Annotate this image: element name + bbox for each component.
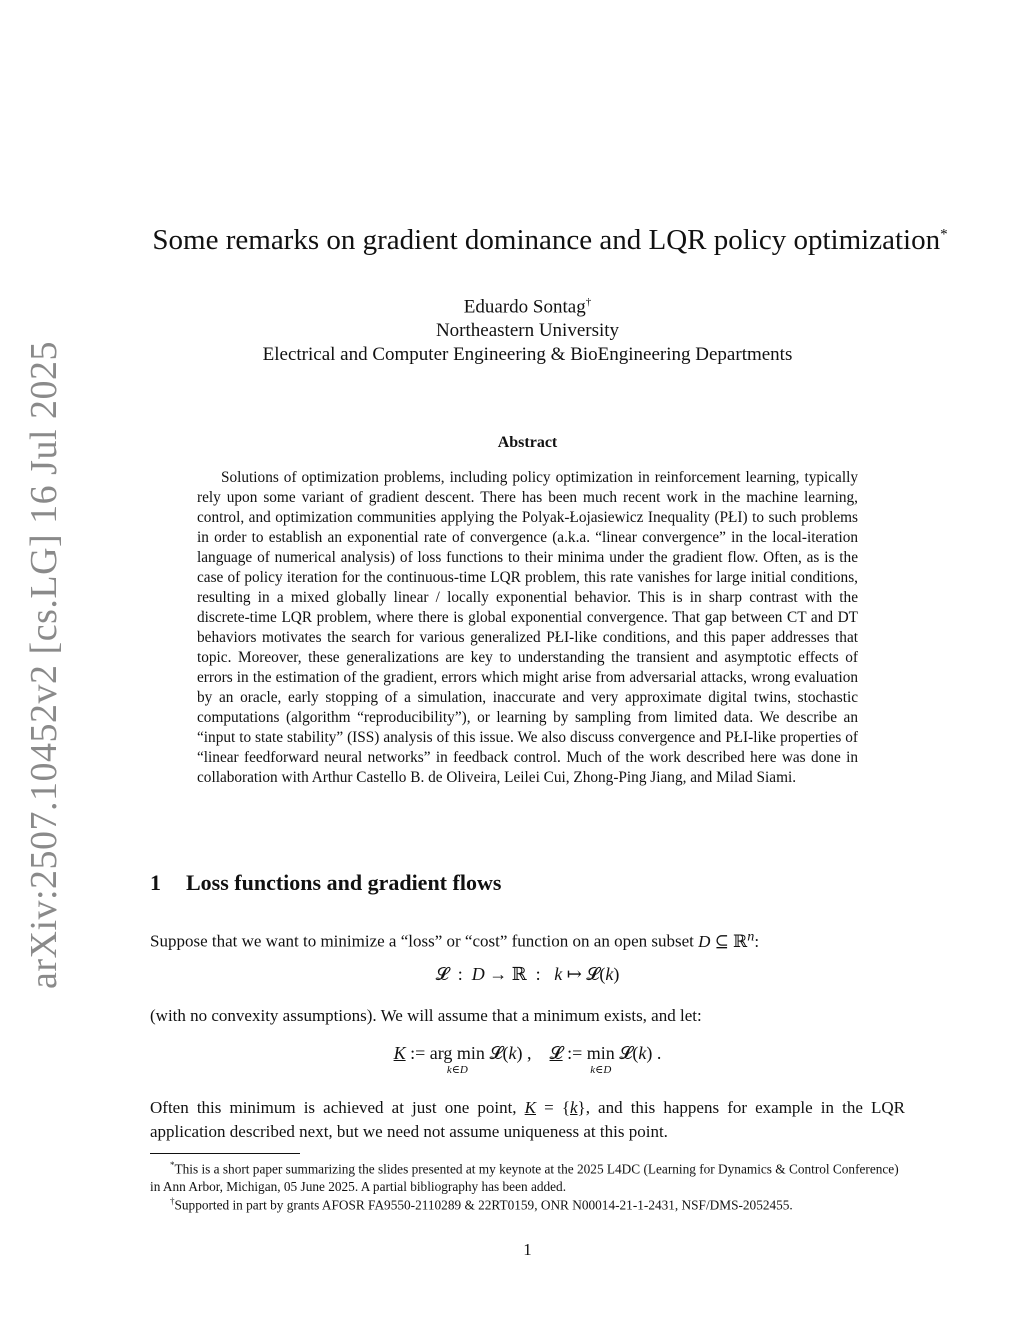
- section-number: 1: [150, 870, 161, 895]
- section-title: Loss functions and gradient flows: [186, 870, 502, 895]
- paper-title: Some remarks on gradient dominance and LQR policy optimization*: [152, 224, 948, 256]
- abstract-heading: Abstract: [497, 434, 558, 451]
- footnote-2: †Supported in part by grants AFOSR FA9550-2110289 & 22RT0159, ONR N00014-21-1-2431, NSF/DMS-2052455.: [170, 1196, 793, 1213]
- abstract-body: [197, 468, 858, 788]
- abstract-text: Solutions of optimization problems, including policy optimization in reinforcement learning, typically rely upon some variant of gradient descent. There has been much recent work in the machine learning, control, and optimization communities applying the Polyak-Łojasiewicz Inequality (PŁI) to such problems in order to establish an exponential rate of convergence (a.k.a. “linear convergence” in the local-iteration language of numerical analysis) of loss functions to their minima under the gradient flow. Often, as is the case of policy iteration for the continuous-time LQR problem, this rate vanishes for large initial conditions, resulting in a mixed globally linear / locally exponential behavior. This is in sharp contrast with the discrete-time LQR problem, where there is global exponential convergence. That gap between CT and DT behaviors motivates the search for various generalized PŁI-like conditions, and this paper addresses that topic. Moreover, these generalizations are key to understanding the transient and asymptotic effects of errors in the estimation of the gradient, errors which might arise from adversarial attacks, wrong evaluation by an oracle, early stopping of a simulation, inaccurate and very approximate digital twins, stochastic computations (algorithm “reproducibility”), or learning by sampling from limited data. We describe an “input to state stability” (ISS) analysis of this issue. We also discuss convergence and PŁI-like properties of “linear feedforward neural networks” in feedback control. Much of the work described here was done in collaboration with Arthur Castello B. de Oliveira, Leilei Cui, Zhong-Ping Jiang, and Milad Siami.: [197, 469, 858, 786]
- arxiv-sidebar: [0, 340, 86, 990]
- section-heading: [150, 870, 501, 896]
- formula-unique-point: K = {k}: [524, 1098, 586, 1117]
- paragraph-loss: Suppose that we want to minimize a “loss” or “cost” function on an open subset D ⊆ ℝ$^n$:: [150, 928, 760, 951]
- title-footnote-mark: *: [940, 226, 948, 243]
- footnote-divider: [150, 1153, 300, 1154]
- paragraph-uniqueness: Often this minimum is achieved at just one point, K = {k}, and this happens for example in the LQR application described next, but we need not assume uniqueness at this point.: [150, 1098, 906, 1141]
- author-affiliation: Northeastern University: [435, 320, 620, 342]
- author-department: Electrical and Computer Engineering & BioEngineering Departments: [262, 344, 793, 366]
- page-number: 1: [523, 1240, 532, 1259]
- paragraph-minimum: (with no convexity assumptions). We will assume that a minimum exists, and let:: [150, 1006, 702, 1025]
- author-block: Eduardo Sontag† Northeastern University Electrical and Computer Engineering & BioEngineering Departments: [150, 290, 905, 367]
- author-name: Eduardo Sontag: [463, 296, 586, 318]
- footnote-1: *This is a short paper summarizing the slides presented at my keynote at the 2025 L4DC (Learning for Dynamics & Control Conference) in Ann Arbor, Michigan, 05 June 2025. A partial bibliography has been added.: [150, 1160, 899, 1195]
- equation-loss-map: 𝓛 : D → ℝ : k ↦ 𝓛(k): [435, 964, 620, 984]
- equation-argmin: K := arg min k∈D 𝓛(k) , 𝓛 := min k∈D 𝓛(k) .: [393, 1043, 662, 1076]
- arxiv-id: arXiv:2507.10452v2 [cs.LG] 16 Jul 2025: [23, 340, 65, 990]
- formula-domain: D ⊆ ℝ$^n$:: [698, 928, 760, 951]
